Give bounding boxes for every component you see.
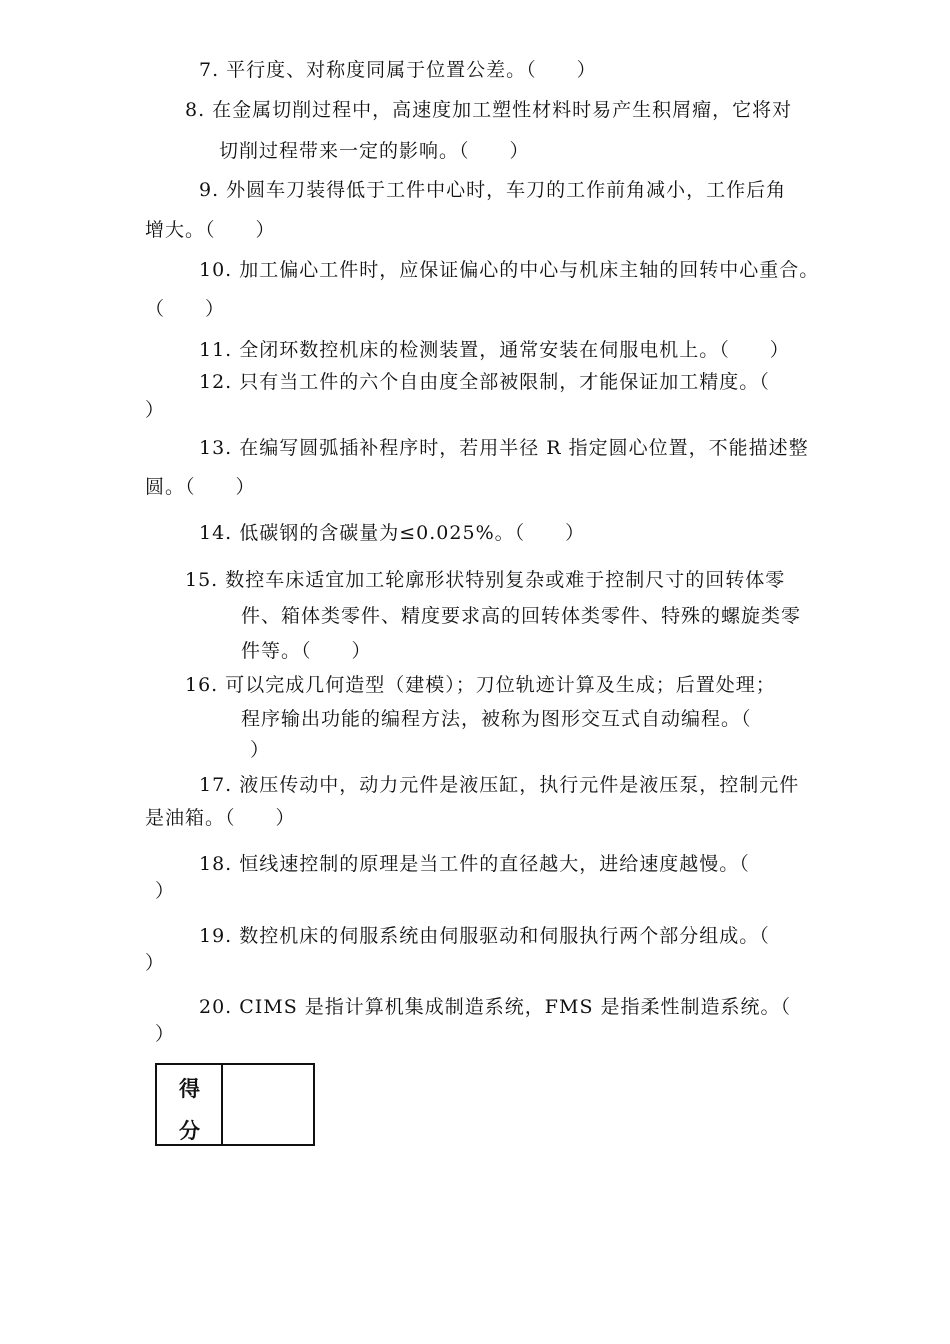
- question-17-line-2: 是油箱。（ ）: [145, 807, 296, 829]
- question-15-line-3: 件等。（ ）: [241, 640, 372, 662]
- question-16-line-3: ）: [250, 739, 271, 761]
- question-10-line-2: （ ）: [145, 298, 226, 320]
- score-label-top: 得: [179, 1077, 200, 1101]
- question-13-line-1: 13. 在编写圆弧插补程序时，若用半径 R 指定圆心位置，不能描述整: [199, 437, 809, 459]
- question-8-line-1: 8. 在金属切削过程中，高速度加工塑性材料时易产生积屑瘤，它将对: [185, 99, 793, 121]
- question-9-line-1: 9. 外圆车刀装得低于工件中心时，车刀的工作前角减小，工作后角: [199, 179, 787, 201]
- question-16-line-1: 16. 可以完成几何造型（建模）；刀位轨迹计算及生成；后置处理；: [185, 674, 776, 696]
- question-16-line-2: 程序输出功能的编程方法，被称为图形交互式自动编程。（: [241, 708, 752, 730]
- score-value-cell[interactable]: [223, 1065, 313, 1144]
- question-11-line-1: 11. 全闭环数控机床的检测装置，通常安装在伺服电机上。（ ）: [199, 339, 790, 361]
- question-17-line-1: 17. 液压传动中，动力元件是液压缸，执行元件是液压泵，控制元件: [199, 774, 800, 796]
- question-15-line-2: 件、箱体类零件、精度要求高的回转体类零件、特殊的螺旋类零: [241, 605, 802, 627]
- question-7-line-1: 7. 平行度、对称度同属于位置公差。（ ）: [199, 59, 597, 81]
- question-20-line-2: ）: [155, 1023, 176, 1045]
- question-12-line-1: 12. 只有当工件的六个自由度全部被限制，才能保证加工精度。（: [199, 371, 770, 393]
- question-14-line-1: 14. 低碳钢的含碳量为≤0.025%。（ ）: [199, 522, 586, 544]
- question-9-line-2: 增大。（ ）: [145, 219, 276, 241]
- question-15-line-1: 15. 数控车床适宜加工轮廓形状特别复杂或难于控制尺寸的回转体零: [185, 569, 786, 591]
- question-18-line-1: 18. 恒线速控制的原理是当工件的直径越大，进给速度越慢。（: [199, 853, 750, 875]
- question-20-line-1: 20. CIMS 是指计算机集成制造系统，FMS 是指柔性制造系统。（: [199, 996, 792, 1018]
- question-18-line-2: ）: [155, 880, 176, 902]
- question-8-line-2: 切削过程带来一定的影响。（ ）: [219, 140, 530, 162]
- question-10-line-1: 10. 加工偏心工件时，应保证偏心的中心与机床主轴的回转中心重合。: [199, 259, 820, 281]
- score-box: [155, 1063, 315, 1146]
- question-13-line-2: 圆。（ ）: [145, 476, 256, 498]
- question-19-line-2: ）: [145, 952, 166, 974]
- score-label-bottom: 分: [179, 1119, 200, 1143]
- question-19-line-1: 19. 数控机床的伺服系统由伺服驱动和伺服执行两个部分组成。（: [199, 925, 770, 947]
- question-12-line-2: ）: [145, 399, 166, 421]
- score-label-cell: [157, 1065, 223, 1144]
